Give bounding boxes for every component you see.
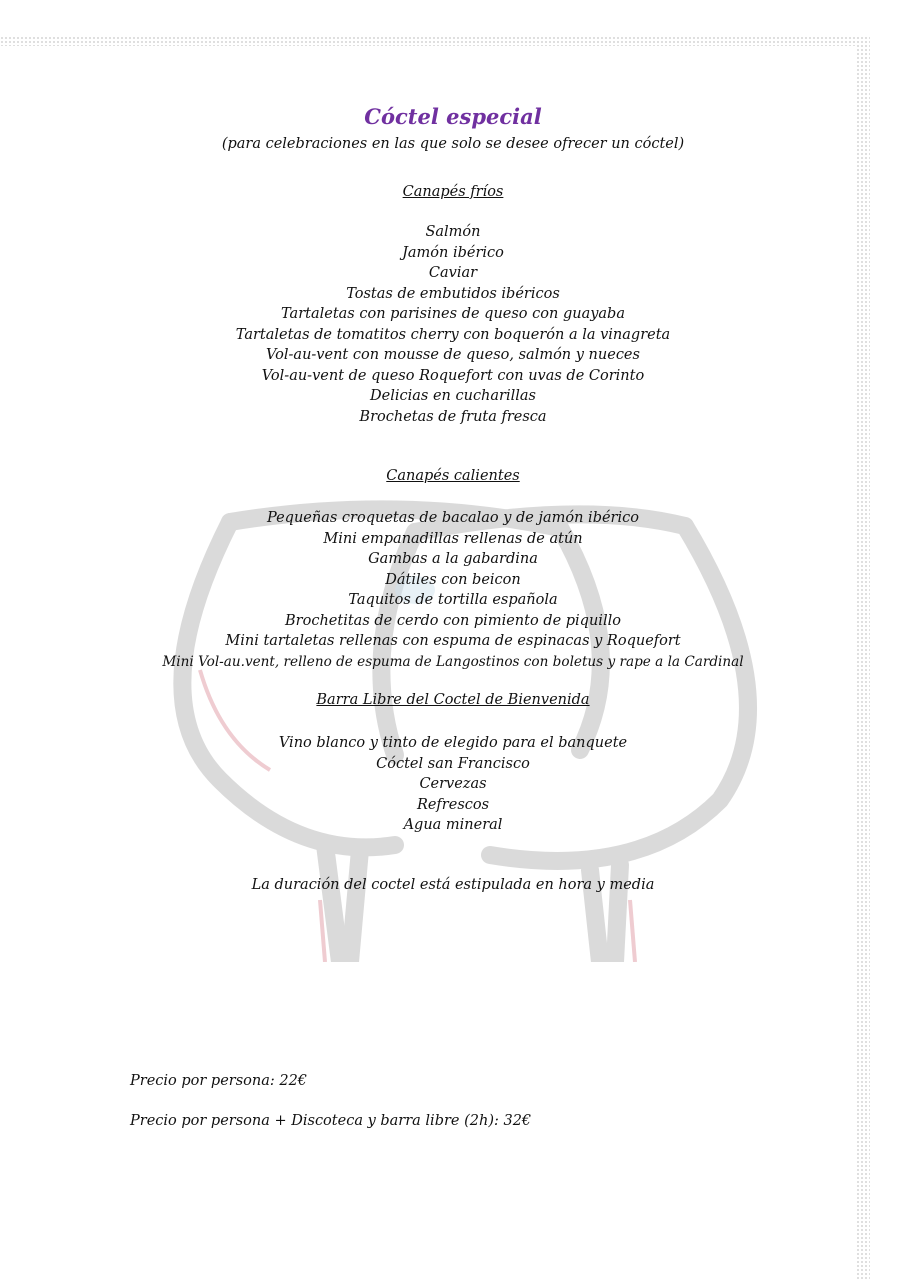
open-bar-heading: Barra Libre del Coctel de Bienvenida (316, 692, 590, 708)
list-item: Vol-au-vent de queso Roquefort con uvas de Corinto (261, 367, 645, 384)
list-item: Cervezas (419, 776, 487, 792)
list-item: Vino blanco y tinto de elegido para el banquete (278, 735, 628, 751)
list-item: Brochetas de fruta fresca (359, 408, 547, 425)
list-item: Dátiles con beicon (385, 571, 521, 588)
cold-canapes-heading: Canapés fríos (402, 184, 504, 200)
page-subtitle: (para celebraciones en las que solo se desee ofrecer un cóctel) (221, 136, 685, 152)
hot-canapes-list (0, 508, 906, 672)
list-item: Pequeñas croquetas de bacalao y de jamón ibérico (267, 510, 639, 526)
list-item: Agua mineral (403, 817, 503, 833)
list-item: Vol-au-vent con mousse de queso, salmón y nueces (266, 347, 640, 363)
decorative-top-border (0, 36, 870, 46)
cold-canapes-list (0, 222, 906, 427)
list-item: Brochetitas de cerdo con pimiento de piquillo (285, 612, 621, 629)
page-title: Cóctel especial (364, 104, 542, 129)
list-item: Mini tartaletas rellenas con espuma de espinacas y Roquefort (225, 633, 681, 649)
list-item: Caviar (428, 265, 478, 281)
list-item: Mini empanadillas rellenas de atún (323, 530, 583, 547)
list-item: Tartaletas de tomatitos cherry con boquerón a la vinagreta (235, 326, 671, 343)
list-item: Refrescos (416, 796, 490, 813)
list-item: Salmón (425, 224, 481, 240)
price-per-person: Precio por persona: 22€ (130, 1073, 308, 1089)
list-item: Delicias en cucharillas (370, 388, 536, 404)
list-item: Tartaletas con parisines de queso con guayaba (281, 306, 625, 322)
hot-canapes-heading: Canapés calientes (386, 468, 520, 484)
list-item: Jamón ibérico (402, 244, 504, 261)
list-item: Tostas de embutidos ibéricos (346, 285, 560, 302)
open-bar-list (0, 733, 906, 836)
list-item: Mini Vol-au.vent, relleno de espuma de Langostinos con boletus y rape a la Cardinal (162, 653, 744, 670)
duration-note: La duración del coctel está estipulada en hora y media (251, 877, 655, 893)
price-per-person-disco: Precio por persona + Discoteca y barra libre (2h): 32€ (130, 1113, 532, 1129)
list-item: Taquitos de tortilla española (348, 592, 558, 608)
list-item: Cóctel san Francisco (376, 755, 530, 772)
list-item: Gambas a la gabardina (368, 551, 538, 567)
